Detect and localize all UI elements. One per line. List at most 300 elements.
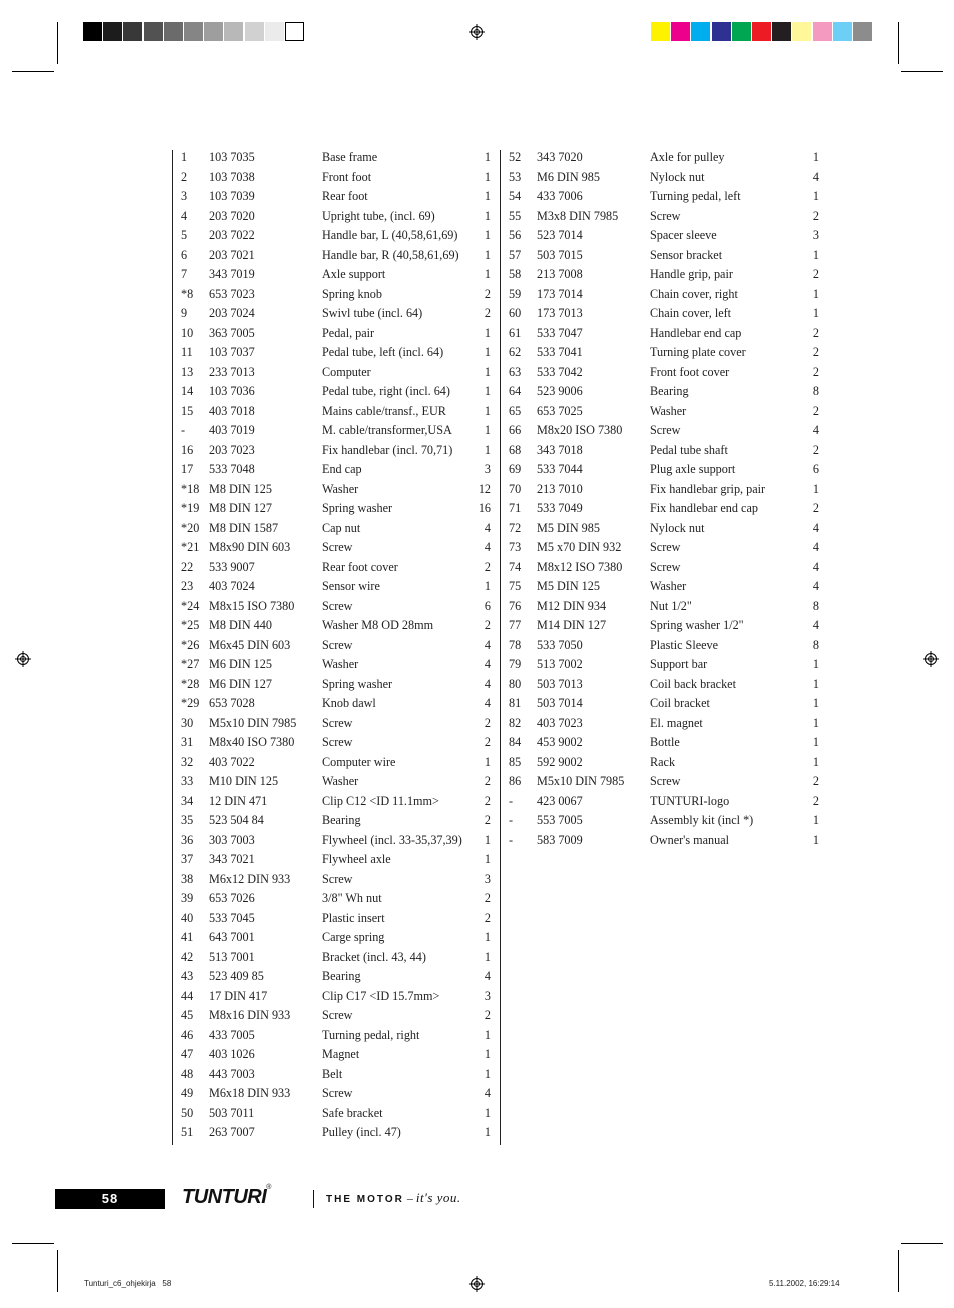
part-number: 58 (509, 267, 522, 281)
part-code: 533 7044 (537, 462, 583, 476)
brand-name: TUNTURI (182, 1186, 267, 1208)
part-quantity: 1 (484, 325, 491, 340)
part-quantity: 1 (484, 189, 491, 203)
part-description: Screw (322, 735, 353, 749)
part-code: 12 DIN 471 (209, 793, 268, 808)
part-quantity: 1 (484, 579, 491, 593)
part-quantity: 2 (812, 501, 819, 515)
table-row (503, 831, 819, 851)
part-number: 37 (181, 852, 194, 866)
part-code: 203 7020 (209, 208, 255, 223)
part-number: 75 (509, 579, 522, 593)
part-description: Rear foot (322, 189, 368, 203)
table-row (503, 811, 819, 831)
part-description: Carge spring (322, 930, 385, 944)
color-swatch (204, 22, 223, 41)
part-quantity: 2 (484, 1008, 491, 1022)
part-description: Base frame (322, 150, 378, 164)
table-row (175, 1006, 491, 1026)
part-number: *20 (181, 520, 200, 535)
part-quantity: 1 (812, 306, 819, 320)
table-row (503, 382, 819, 402)
table-row (175, 343, 491, 363)
part-number: 69 (509, 462, 522, 476)
part-description: Fix handlebar end cap (650, 501, 758, 515)
part-quantity: 2 (484, 559, 491, 574)
part-quantity: 6 (484, 598, 491, 613)
part-quantity: 1 (812, 813, 819, 827)
table-row (503, 694, 819, 714)
part-quantity: 1 (812, 150, 819, 164)
part-quantity: 1 (812, 657, 819, 671)
part-description: Turning plate cover (650, 345, 746, 359)
part-description: Flywheel (incl. 33-35,37,39) (322, 832, 462, 847)
part-code: M8x12 ISO 7380 (537, 559, 623, 574)
table-row (175, 226, 491, 246)
part-code: 533 7048 (209, 462, 255, 476)
part-code: 173 7014 (537, 286, 583, 301)
part-description: Fix handlebar grip, pair (650, 481, 766, 496)
color-swatch (833, 22, 852, 41)
part-number: *25 (181, 618, 200, 632)
registered-mark: ® (266, 1184, 271, 1191)
table-row (175, 1045, 491, 1065)
part-quantity: 1 (812, 286, 819, 301)
part-quantity: 2 (484, 910, 491, 925)
part-description: Spacer sleeve (650, 228, 717, 242)
part-number: 78 (509, 637, 522, 652)
part-number: 54 (509, 189, 522, 203)
table-row (503, 636, 819, 656)
part-description: Screw (322, 540, 353, 554)
part-quantity: 4 (812, 540, 819, 554)
part-code: 503 7015 (537, 247, 583, 262)
part-quantity: 1 (484, 1027, 491, 1042)
table-row (175, 265, 491, 285)
part-description: Spring washer (322, 501, 393, 515)
part-quantity: 2 (484, 793, 491, 808)
part-number: 16 (181, 442, 194, 457)
part-number: *8 (181, 286, 194, 301)
part-description: Washer (322, 657, 359, 671)
table-row (175, 441, 491, 461)
table-row (503, 519, 819, 539)
registration-mark-top-icon (469, 24, 485, 40)
part-number: 79 (509, 657, 522, 671)
table-row (175, 987, 491, 1007)
part-number: 56 (509, 228, 522, 242)
part-number: 76 (509, 598, 522, 613)
part-description: Screw (322, 598, 353, 613)
slug-file: Tunturi_c6_ohjekirja 58 (84, 1279, 172, 1288)
part-description: Screw (650, 774, 681, 788)
table-row (175, 246, 491, 266)
part-quantity: 2 (484, 813, 491, 827)
part-number: 53 (509, 169, 522, 184)
part-code: 173 7013 (537, 306, 583, 320)
part-code: 17 DIN 417 (209, 988, 268, 1003)
part-quantity: 2 (484, 618, 491, 632)
part-number: 23 (181, 579, 194, 593)
part-description: Bearing (650, 384, 689, 398)
part-code: 213 7008 (537, 267, 583, 281)
part-code: M5x10 DIN 7985 (209, 715, 297, 730)
part-description: Bottle (650, 735, 680, 749)
part-code: 423 0067 (537, 793, 583, 808)
part-code: 203 7023 (209, 442, 255, 457)
part-number: *29 (181, 696, 200, 710)
part-number: 70 (509, 481, 522, 496)
part-number: 82 (509, 715, 522, 730)
part-code: 203 7024 (209, 306, 255, 320)
table-row (503, 577, 819, 597)
table-row (175, 831, 491, 851)
part-quantity: 1 (812, 754, 819, 769)
part-number: 85 (509, 754, 522, 769)
brand-logo (182, 1186, 271, 1209)
part-quantity: 1 (484, 930, 491, 944)
part-code: 103 7038 (209, 169, 255, 184)
part-code: 653 7028 (209, 696, 255, 710)
part-number: 40 (181, 910, 194, 925)
part-description: Rack (650, 754, 676, 769)
part-number: *19 (181, 501, 200, 515)
part-code: 343 7019 (209, 267, 255, 281)
table-row (503, 207, 819, 227)
part-number: 64 (509, 384, 522, 398)
table-row (503, 421, 819, 441)
part-number: 13 (181, 364, 194, 379)
part-quantity: 4 (484, 637, 491, 652)
part-description: Clip C17 <ID 15.7mm> (322, 988, 440, 1003)
color-swatch (732, 22, 751, 41)
part-quantity: 1 (812, 832, 819, 847)
part-code: 523 504 84 (209, 813, 264, 827)
table-row (175, 675, 491, 695)
part-code: 203 7021 (209, 247, 255, 262)
part-quantity: 1 (484, 384, 491, 398)
part-description: Computer (322, 364, 371, 379)
table-row (503, 558, 819, 578)
part-description: Washer (650, 403, 687, 418)
part-description: Washer M8 OD 28mm (322, 618, 434, 632)
part-number: *27 (181, 657, 200, 671)
part-quantity: 3 (812, 228, 819, 242)
table-row (503, 753, 819, 773)
part-description: Pedal tube, right (incl. 64) (322, 384, 450, 398)
part-quantity: 2 (812, 364, 819, 379)
part-quantity: 4 (812, 618, 819, 632)
table-row (503, 148, 819, 168)
color-swatch (691, 22, 710, 41)
part-description: Spring washer (322, 676, 393, 691)
part-code: 533 7050 (537, 637, 583, 652)
part-number: 72 (509, 520, 522, 535)
part-description: Coil back bracket (650, 676, 736, 691)
part-code: 443 7003 (209, 1066, 255, 1081)
part-description: Assembly kit (incl *) (650, 813, 754, 827)
part-number: *24 (181, 598, 200, 613)
part-description: Front foot cover (650, 364, 730, 379)
part-description: Turning pedal, right (322, 1027, 420, 1042)
part-description: Pedal tube shaft (650, 442, 728, 457)
part-quantity: 4 (484, 520, 491, 535)
part-number: 66 (509, 423, 522, 437)
table-row (503, 616, 819, 636)
part-number: 44 (181, 988, 194, 1003)
color-swatch (792, 22, 811, 41)
part-code: 653 7026 (209, 891, 255, 905)
part-description: Axle for pulley (650, 150, 725, 164)
part-code: 403 7018 (209, 403, 255, 418)
part-code: 303 7003 (209, 832, 255, 847)
part-quantity: 1 (484, 832, 491, 847)
part-code: 533 9007 (209, 559, 255, 574)
table-row (503, 324, 819, 344)
part-description: Bracket (incl. 43, 44) (322, 949, 426, 964)
part-quantity: 12 (478, 481, 491, 496)
part-code: 403 7023 (537, 715, 583, 730)
part-number: *18 (181, 481, 200, 496)
part-description: Plastic insert (322, 910, 385, 925)
part-code: 103 7037 (209, 345, 255, 359)
part-code: M8 DIN 127 (209, 501, 272, 515)
part-description: Handle bar, L (40,58,61,69) (322, 228, 458, 242)
tagline-motor: THE MOTOR (326, 1194, 404, 1205)
part-description: Chain cover, right (650, 286, 738, 301)
table-row (503, 675, 819, 695)
part-number: 38 (181, 871, 194, 886)
table-row (175, 187, 491, 207)
color-swatch (712, 22, 731, 41)
part-description: Knob dawl (322, 696, 376, 710)
part-number: 61 (509, 325, 522, 340)
part-number: 68 (509, 442, 522, 457)
part-description: Screw (322, 1008, 353, 1022)
part-number: 48 (181, 1066, 194, 1081)
table-row (175, 285, 491, 305)
tagline-its-you: it's you. (415, 1190, 461, 1205)
table-row (175, 1065, 491, 1085)
table-row (175, 655, 491, 675)
table-row (175, 811, 491, 831)
part-number: 11 (181, 345, 193, 359)
part-code: 233 7013 (209, 364, 255, 379)
part-number: 55 (509, 208, 522, 223)
part-description: Washer (322, 774, 359, 788)
part-code: 433 7005 (209, 1027, 255, 1042)
part-description: Screw (322, 637, 353, 652)
part-description: Safe bracket (322, 1105, 383, 1120)
part-quantity: 1 (484, 1066, 491, 1081)
column-rule-left (172, 150, 173, 1145)
part-code: M6x12 DIN 933 (209, 871, 291, 886)
part-quantity: 1 (484, 228, 491, 242)
part-number: 51 (181, 1125, 194, 1139)
part-quantity: 4 (812, 423, 819, 437)
part-quantity: 2 (812, 774, 819, 788)
part-quantity: 1 (484, 442, 491, 457)
part-number: 80 (509, 676, 522, 691)
registration-mark-right-icon (923, 651, 939, 667)
part-code: 203 7022 (209, 228, 255, 242)
part-quantity: 1 (812, 481, 819, 496)
part-code: 363 7005 (209, 325, 255, 340)
table-row (503, 499, 819, 519)
part-quantity: 16 (478, 501, 491, 515)
part-code: M3x8 DIN 7985 (537, 208, 619, 223)
part-description: Plug axle support (650, 462, 736, 476)
part-description: Spring washer 1/2" (650, 618, 744, 632)
registration-mark-left-icon (15, 651, 31, 667)
part-quantity: 4 (484, 540, 491, 554)
parts-list-right (503, 148, 819, 850)
part-number: 50 (181, 1105, 194, 1120)
table-row (503, 363, 819, 383)
part-description: Computer wire (322, 754, 396, 769)
part-number: 33 (181, 774, 194, 788)
table-row (175, 714, 491, 734)
part-number: 45 (181, 1008, 194, 1022)
part-quantity: 6 (812, 462, 819, 476)
part-number: 84 (509, 735, 522, 749)
part-description: Magnet (322, 1047, 360, 1061)
part-code: M8x20 ISO 7380 (537, 423, 623, 437)
table-row (503, 285, 819, 305)
part-quantity: 2 (812, 345, 819, 359)
part-description: Handle bar, R (40,58,61,69) (322, 247, 459, 262)
table-row (175, 402, 491, 422)
part-code: M8 DIN 1587 (209, 520, 279, 535)
table-row (175, 753, 491, 773)
table-row (175, 909, 491, 929)
color-swatch (164, 22, 183, 41)
part-quantity: 4 (812, 520, 819, 535)
table-row (175, 1026, 491, 1046)
part-code: 343 7020 (537, 150, 583, 164)
part-quantity: 1 (484, 267, 491, 281)
color-swatch (651, 22, 670, 41)
part-code: 503 7014 (537, 696, 583, 710)
table-row (175, 948, 491, 968)
part-quantity: 4 (484, 676, 491, 691)
table-row (503, 538, 819, 558)
part-number: 30 (181, 715, 194, 730)
color-swatch (184, 22, 203, 41)
part-quantity: 3 (484, 462, 491, 476)
table-row (175, 324, 491, 344)
part-number: 39 (181, 891, 194, 905)
part-code: M6 DIN 985 (537, 169, 600, 184)
part-number: 7 (181, 267, 188, 281)
part-code: M8 DIN 440 (209, 618, 272, 632)
part-code: 513 7001 (209, 949, 255, 964)
color-swatch (144, 22, 163, 41)
part-code: M8x16 DIN 933 (209, 1008, 291, 1022)
table-row (175, 1104, 491, 1124)
table-row (175, 168, 491, 188)
part-quantity: 2 (484, 891, 491, 905)
table-row (503, 441, 819, 461)
table-row (503, 187, 819, 207)
part-code: 653 7023 (209, 286, 255, 301)
part-code: M6 DIN 127 (209, 676, 272, 691)
part-quantity: 8 (812, 598, 819, 613)
part-number: 32 (181, 754, 194, 769)
part-number: 36 (181, 832, 194, 847)
part-quantity: 8 (812, 637, 819, 652)
color-swatch (772, 22, 791, 41)
table-row (503, 792, 819, 812)
part-number: *21 (181, 540, 200, 554)
part-description: Owner's manual (650, 832, 730, 847)
part-description: Turning pedal, left (650, 189, 741, 203)
part-description: Sensor wire (322, 579, 380, 593)
part-description: Screw (650, 208, 681, 223)
part-code: M8x90 DIN 603 (209, 540, 291, 554)
part-quantity: 3 (484, 871, 491, 886)
part-quantity: 1 (812, 247, 819, 262)
part-number: - (181, 423, 186, 437)
part-code: 503 7011 (209, 1105, 255, 1120)
part-number: 65 (509, 403, 522, 418)
part-quantity: 1 (484, 247, 491, 262)
part-code: M5 DIN 985 (537, 520, 600, 535)
part-description: Swivl tube (incl. 64) (322, 306, 423, 320)
part-number: *28 (181, 676, 200, 691)
part-number: 60 (509, 306, 522, 320)
part-code: M5 x70 DIN 932 (537, 540, 622, 554)
table-row (503, 480, 819, 500)
part-code: 513 7002 (537, 657, 583, 671)
part-quantity: 1 (484, 403, 491, 418)
part-description: Screw (650, 540, 681, 554)
part-code: M5x10 DIN 7985 (537, 774, 625, 788)
part-description: Handle grip, pair (650, 267, 733, 281)
part-number: 47 (181, 1047, 194, 1061)
table-row (503, 402, 819, 422)
slug-date: 5.11.2002, 16:29:14 (769, 1279, 840, 1288)
part-number: 52 (509, 150, 522, 164)
table-row (175, 519, 491, 539)
part-quantity: 2 (812, 442, 819, 457)
part-quantity: 1 (484, 949, 491, 964)
part-quantity: 1 (812, 696, 819, 710)
part-code: M14 DIN 127 (537, 618, 607, 632)
table-row (503, 168, 819, 188)
part-description: 3/8" Wh nut (322, 891, 382, 905)
table-row (175, 772, 491, 792)
color-swatch (224, 22, 243, 41)
part-quantity: 2 (812, 325, 819, 340)
part-code: 523 409 85 (209, 969, 264, 983)
part-number: 6 (181, 247, 188, 262)
part-code: 103 7039 (209, 189, 255, 203)
part-code: 533 7049 (537, 501, 583, 515)
table-row (175, 538, 491, 558)
part-code: M8x15 ISO 7380 (209, 598, 295, 613)
table-row (175, 616, 491, 636)
part-quantity: 8 (812, 384, 819, 398)
part-number: 22 (181, 559, 194, 574)
part-number: 74 (509, 559, 522, 574)
part-code: 343 7018 (537, 442, 583, 457)
part-quantity: 2 (484, 715, 491, 730)
part-number: 71 (509, 501, 522, 515)
table-row (503, 460, 819, 480)
part-quantity: 1 (812, 189, 819, 203)
part-description: Screw (322, 715, 353, 730)
